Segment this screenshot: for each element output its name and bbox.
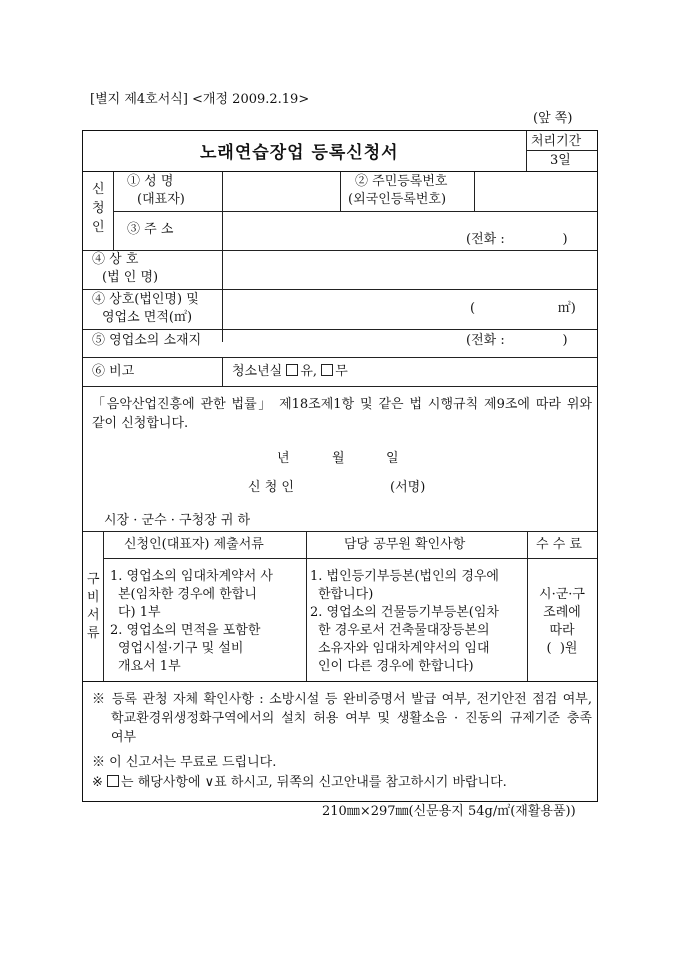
docs-side-divider: [103, 531, 104, 681]
remarks-prefix: 청소년실: [232, 364, 283, 379]
trade-name-label: ④ 상 호: [92, 252, 139, 267]
remarks-divider: [222, 357, 223, 386]
date-year-label: 년: [277, 451, 290, 466]
processing-period-label: 처리기간: [531, 134, 582, 149]
note-self-check: ※ 등록 관청 자체 확인사항 : 소방시설 등 완비증명서 발급 여부, 전기안전 점검 여부, 학교환경위생정화구역에서의 설치 허용 여부 및 생활소음 · 진동의 규제기준 충족 여부: [92, 692, 592, 745]
paper-spec: 210㎜×297㎜(신문용지 54g/㎡(재활용품)): [322, 804, 576, 819]
form-title: 노래연습장업 등록신청서: [200, 143, 399, 163]
remarks-yes-label: 유,: [300, 364, 318, 379]
docs-middle-divider: [306, 531, 307, 681]
area-label-sub: 영업소 면적(㎡): [102, 310, 193, 325]
declaration-top-line: [83, 386, 597, 387]
remarks-label: ⑥ 비고: [92, 364, 135, 379]
youth-room-yes-checkbox[interactable]: [286, 364, 298, 376]
trade-name-top-line: [83, 250, 597, 251]
notes-top-line: [83, 681, 597, 682]
label-column-divider: [222, 172, 223, 342]
docs-side-2: 비: [87, 590, 100, 605]
note-checkbox-prefix: ※: [92, 775, 108, 790]
fee-line-3: 따라: [549, 623, 575, 638]
rrn-right-divider: [474, 172, 475, 211]
applicant-doc-1-line1: 1. 영업소의 임대차계약서 사: [110, 569, 273, 584]
official-check-2-line3: 소유자와 임대차계약서의 임대: [318, 641, 490, 656]
rrn-label-sub: (외국인등록번호): [348, 192, 447, 207]
rrn-label: ② 주민등록번호: [355, 174, 448, 189]
form-label: [별지 제4호서식] <개정 2009.2.19>: [90, 92, 310, 107]
address-top-line: [113, 211, 597, 212]
date-day-label: 일: [386, 451, 399, 466]
applicant-doc-2-line2: 영업시설·기구 및 설비: [118, 641, 244, 656]
date-month-label: 월: [332, 451, 345, 466]
page-side-label: (앞 쪽): [533, 111, 573, 126]
area-label: ④ 상호(법인명) 및: [92, 292, 199, 307]
docs-fee-divider: [527, 531, 528, 681]
remarks-no-label: 무: [335, 364, 348, 379]
rrn-left-divider: [340, 172, 341, 211]
location-label: ⑤ 영업소의 소재지: [92, 333, 202, 348]
note-checkbox-instruction: [92, 775, 507, 791]
applicant-side-1: 신: [92, 182, 105, 197]
applicant-docs-header: 신청인(대표자) 제출서류: [124, 537, 264, 552]
period-divider: [526, 150, 597, 151]
address-phone[interactable]: (전화 : ): [466, 232, 568, 247]
trade-name-label-sub: (법 인 명): [102, 270, 159, 285]
processing-period-value: 3일: [550, 153, 571, 168]
title-divider: [526, 131, 527, 171]
docs-side-3: 서: [87, 608, 100, 623]
official-check-2-line1: 2. 영업소의 건물등기부등본(임차: [310, 605, 499, 620]
address-label: ③ 주 소: [127, 222, 174, 237]
name-label-sub: (대표자): [137, 192, 185, 207]
applicant-side-3: 인: [92, 220, 105, 235]
youth-room-no-checkbox[interactable]: [321, 364, 333, 376]
fee-line-2: 조례에: [543, 605, 581, 620]
name-field[interactable]: [226, 176, 336, 206]
official-check-1-line2: 한합니다): [318, 587, 374, 602]
area-field[interactable]: ( ㎡): [470, 301, 576, 316]
location-top-line: [83, 329, 597, 330]
checkbox-sample-icon: [107, 775, 119, 787]
docs-header-line: [103, 558, 597, 559]
declaration-text: 「음악산업진흥에 관한 법률」 제18조제1항 및 같은 법 시행규칙 제9조에 따라 위와 같이 신청합니다.: [92, 397, 592, 431]
applicant-doc-2-line3: 개요서 1부: [118, 659, 181, 674]
signature-label[interactable]: (서명): [390, 480, 426, 495]
rrn-field[interactable]: [478, 176, 592, 206]
official-check-2-line4: 인이 다른 경우에 한합니다): [318, 659, 474, 674]
recipient-label: 시장 · 군수 · 구청장 귀 하: [104, 513, 251, 528]
area-top-line: [83, 289, 597, 290]
applicant-sign-label: 신 청 인: [248, 480, 294, 495]
note-checkbox-text: 는 해당사항에 ∨표 하시고, 뒤쪽의 신고안내를 참고하시기 바랍니다.: [121, 775, 507, 790]
trade-name-field[interactable]: [226, 254, 592, 284]
fee-line-1: 시·군·구: [539, 587, 585, 602]
applicant-doc-1-line3: 다) 1부: [118, 605, 161, 620]
documents-top-line: [83, 531, 597, 532]
docs-side-1: 구: [87, 572, 100, 587]
docs-side-4: 류: [87, 626, 100, 641]
official-check-2-line2: 한 경우로서 건축물대장등본의: [318, 623, 490, 638]
remarks-options: [232, 364, 348, 380]
applicant-doc-1-line2: 본(임차한 경우에 한합니: [118, 587, 257, 602]
fee-line-4: ( )원: [546, 641, 578, 656]
official-check-header: 담당 공무원 확인사항: [344, 537, 466, 552]
applicant-doc-2-line1: 2. 영업소의 면적을 포함한: [110, 623, 261, 638]
applicant-side-2: 청: [92, 201, 105, 216]
official-check-1-line1: 1. 법인등기부등본(법인의 경우에: [310, 569, 499, 584]
name-label: ① 성 명: [127, 174, 174, 189]
note-free: ※ 이 신고서는 무료로 드립니다.: [92, 755, 277, 770]
remarks-top-line: [83, 357, 597, 358]
fee-header: 수 수 료: [536, 537, 582, 552]
location-phone[interactable]: (전화 : ): [466, 333, 568, 348]
